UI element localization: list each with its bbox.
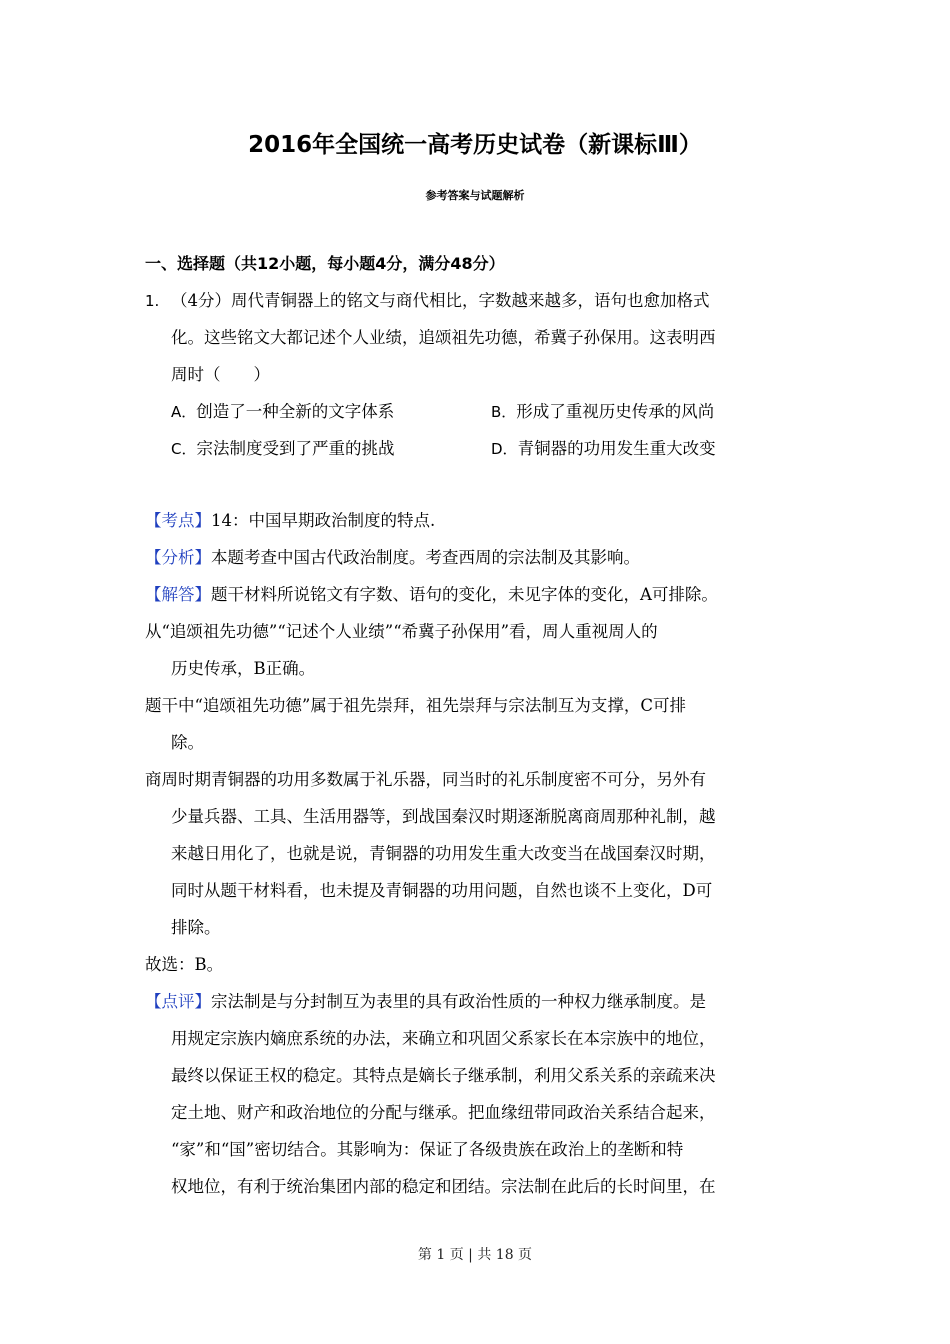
document-subtitle: 参考答案与试题解析 [425,189,525,202]
dianping-text: 宗法制是与分封制互为表里的具有政治性质的一种权力继承制度。是 [211,992,706,1011]
question-stem-line [145,282,810,319]
option-text: 形成了重视历史传承的风尚 [516,402,715,421]
fenxi-text: 本题考查中国古代政治制度。考查西周的宗法制及其影响。 [211,548,640,567]
final-answer-line: 故选：B。 [145,955,224,974]
paragraph-line: 从“追颂祖先功德”“记述个人业绩”“希冀子孙保用”看，周人重视周人的 [145,622,658,641]
dianping-line: “家”和“国”密切结合。其影响为：保证了各级贵族在政治上的垄断和特 [171,1140,684,1159]
option-b [491,393,811,430]
paragraph-line: 少量兵器、工具、生活用器等，到战国秦汉时期逐渐脱离商周那种礼制，越 [171,807,716,826]
dianping-line: 最终以保证王权的稳定。其特点是嫡长子继承制，利用父系关系的亲疏来决 [171,1066,716,1085]
option-a [171,393,491,430]
document-title: 2016年全国统一高考历史试卷（新课标Ⅲ） [248,132,702,158]
option-letter: C． [171,440,197,458]
question-number: 1. [145,292,160,310]
option-c [171,430,491,467]
option-text: 青铜器的功用发生重大改变 [517,439,716,458]
option-text: 创造了一种全新的文字体系 [196,402,395,421]
paragraph-line: 同时从题干材料看，也未提及青铜器的功用问题，自然也谈不上变化，D可 [171,881,713,900]
paragraph-line: 排除。 [171,918,221,937]
kaodian-text: 14：中国早期政治制度的特点. [211,511,436,530]
dianping-tag: 【点评】 [145,992,211,1011]
option-d [491,430,811,467]
paragraph-line: 商周时期青铜器的功用多数属于礼乐器，同当时的礼乐制度密不可分，另外有 [145,770,706,789]
dianping-line: 权地位，有利于统治集团内部的稳定和团结。宗法制在此后的长时间里，在 [171,1177,716,1196]
option-letter: D． [491,440,518,458]
page-footer: 第 1 页 | 共 18 页 [417,1247,533,1263]
fenxi-line [145,539,810,576]
question-stem [145,282,810,393]
kaodian-tag: 【考点】 [145,511,211,530]
option-letter: B． [491,403,517,421]
question-stem-line: 化。这些铭文大都记述个人业绩，追颂祖先功德，希冀子孙保用。这表明西 [171,328,716,347]
fenxi-tag: 【分析】 [145,548,211,567]
paragraph-line: 来越日用化了，也就是说，青铜器的功用发生重大改变当在战国秦汉时期， [171,844,716,863]
kaodian-line [145,502,810,539]
jieda-line [145,576,810,613]
option-letter: A． [171,403,197,421]
dianping-line: 用规定宗族内嫡庶系统的办法，来确立和巩固父系家长在本宗族中的地位， [171,1029,716,1048]
dianping-line [145,983,810,1020]
option-text: 宗法制度受到了严重的挑战 [196,439,395,458]
paragraph-line: 历史传承，B正确。 [171,659,316,678]
section-heading: 一、选择题（共12小题，每小题4分，满分48分） [145,254,505,273]
answer-analysis [145,502,810,1205]
jieda-tag: 【解答】 [145,585,211,604]
jieda-text: 题干材料所说铭文有字数、语句的变化，未见字体的变化，A可排除。 [211,585,718,604]
paragraph-line: 题干中“追颂祖先功德”属于祖先崇拜，祖先崇拜与宗法制互为支撑，C可排 [145,696,686,715]
paragraph-line: 除。 [171,733,204,752]
stem-text: （4分）周代青铜器上的铭文与商代相比，字数越来越多，语句也愈加格式 [171,291,710,310]
answer-options [171,393,811,467]
question-stem-line: 周时（ ） [171,365,270,384]
dianping-line: 定土地、财产和政治地位的分配与继承。把血缘纽带同政治关系结合起来， [171,1103,716,1122]
